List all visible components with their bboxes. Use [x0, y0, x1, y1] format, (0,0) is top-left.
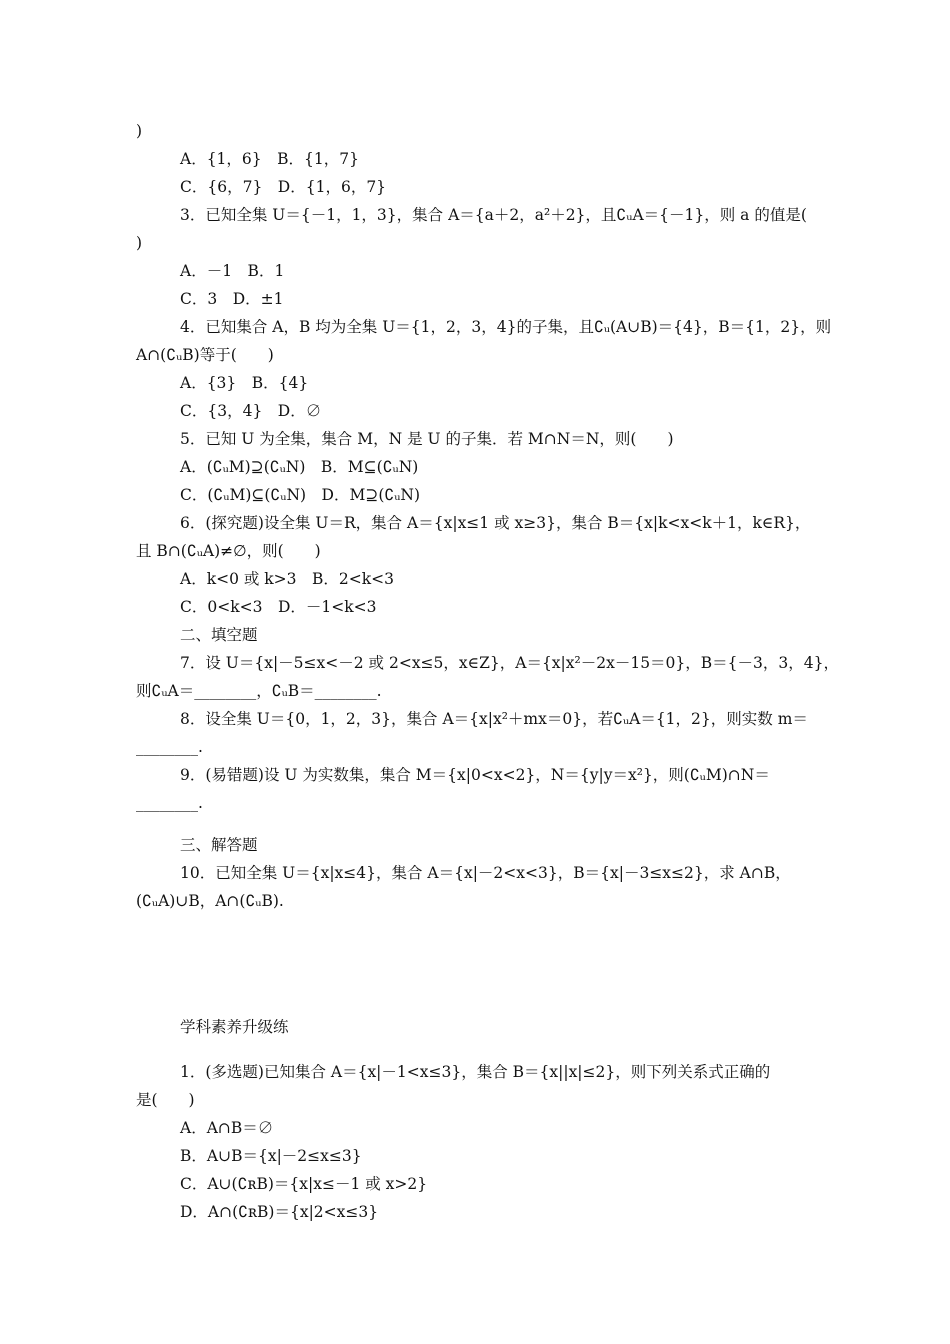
- section-heading: 二、填空题: [180, 626, 258, 644]
- question-4: 4．已知集合 A，B 均为全集 U＝{1，2，3，4}的子集，且∁ᵤ(A∪B)＝{4}，B＝{1，2}，则: [180, 318, 832, 336]
- question-5: 5．已知 U 为全集，集合 M，N 是 U 的子集．若 M∩N＝N，则( ): [180, 430, 674, 448]
- option-line: A．k<0 或 k>3 B．2<k<3: [180, 570, 395, 588]
- option-line: C．(∁ᵤM)⊆(∁ᵤN) D．M⊇(∁ᵤN): [180, 486, 421, 504]
- option-line: C．A∪(∁ʀB)＝{x|x≤－1 或 x>2}: [180, 1175, 428, 1193]
- option-line: A．{1，6} B．{1，7}: [180, 150, 359, 168]
- question-6: 6．(探究题)设全集 U＝R，集合 A＝{x|x≤1 或 x≥3}，集合 B＝{x|k<x<k＋1，k∈R}，: [180, 514, 811, 532]
- question-10: 10．已知全集 U＝{x|x≤4}，集合 A＝{x|－2<x<3}，B＝{x|－3≤x≤2}，求 A∩B，: [180, 864, 791, 882]
- option-line: C．{6，7} D．{1，6，7}: [180, 178, 387, 196]
- option-line: A．{3} B．{4}: [180, 374, 309, 392]
- question-8: 8．设全集 U＝{0，1，2，3}，集合 A＝{x|x²＋mx＝0}，若∁ᵤA＝{1，2}，则实数 m＝: [180, 710, 808, 728]
- option-line: C．0<k<3 D．－1<k<3: [180, 598, 377, 616]
- question-3: 3．已知全集 U＝{－1，1，3}，集合 A＝{a＋2，a²＋2}，且∁ᵤA＝{－1}，则 a 的值是(: [180, 206, 807, 224]
- section-heading: 学科素养升级练: [180, 1018, 289, 1036]
- text-line: A∩(∁ᵤB)等于( ): [136, 346, 274, 364]
- text-line: ________.: [136, 794, 203, 812]
- text-line: 则∁ᵤA＝________，∁ᵤB＝________.: [136, 682, 382, 700]
- text-line: ): [136, 122, 143, 140]
- question-9: 9．(易错题)设 U 为实数集，集合 M＝{x|0<x<2}，N＝{y|y＝x²}，则(∁ᵤM)∩N＝: [180, 766, 770, 784]
- question-1: 1．(多选题)已知集合 A＝{x|－1<x≤3}，集合 B＝{x||x|≤2}，则下列关系式正确的: [180, 1063, 771, 1081]
- option-line: D．A∩(∁ʀB)＝{x|2<x≤3}: [180, 1203, 379, 1221]
- section-heading: 三、解答题: [180, 836, 258, 854]
- option-line: A．(∁ᵤM)⊇(∁ᵤN) B．M⊆(∁ᵤN): [180, 458, 419, 476]
- text-line: ________.: [136, 738, 203, 756]
- option-line: A．－1 B．1: [180, 262, 285, 280]
- text-line: 是( ): [136, 1091, 195, 1109]
- text-line: 且 B∩(∁ᵤA)≠∅，则( ): [136, 542, 321, 560]
- question-7: 7．设 U＝{x|－5≤x<－2 或 2<x≤5，x∈Z}，A＝{x|x²－2x－15＝0}，B＝{－3，3，4}，: [180, 654, 839, 672]
- option-line: C．3 D．±1: [180, 290, 284, 308]
- text-line: ): [136, 234, 143, 252]
- option-line: A．A∩B＝∅: [180, 1119, 274, 1137]
- option-line: C．{3，4} D．∅: [180, 402, 322, 420]
- option-line: B．A∪B＝{x|－2≤x≤3}: [180, 1147, 362, 1165]
- text-line: (∁ᵤA)∪B，A∩(∁ᵤB).: [136, 892, 284, 910]
